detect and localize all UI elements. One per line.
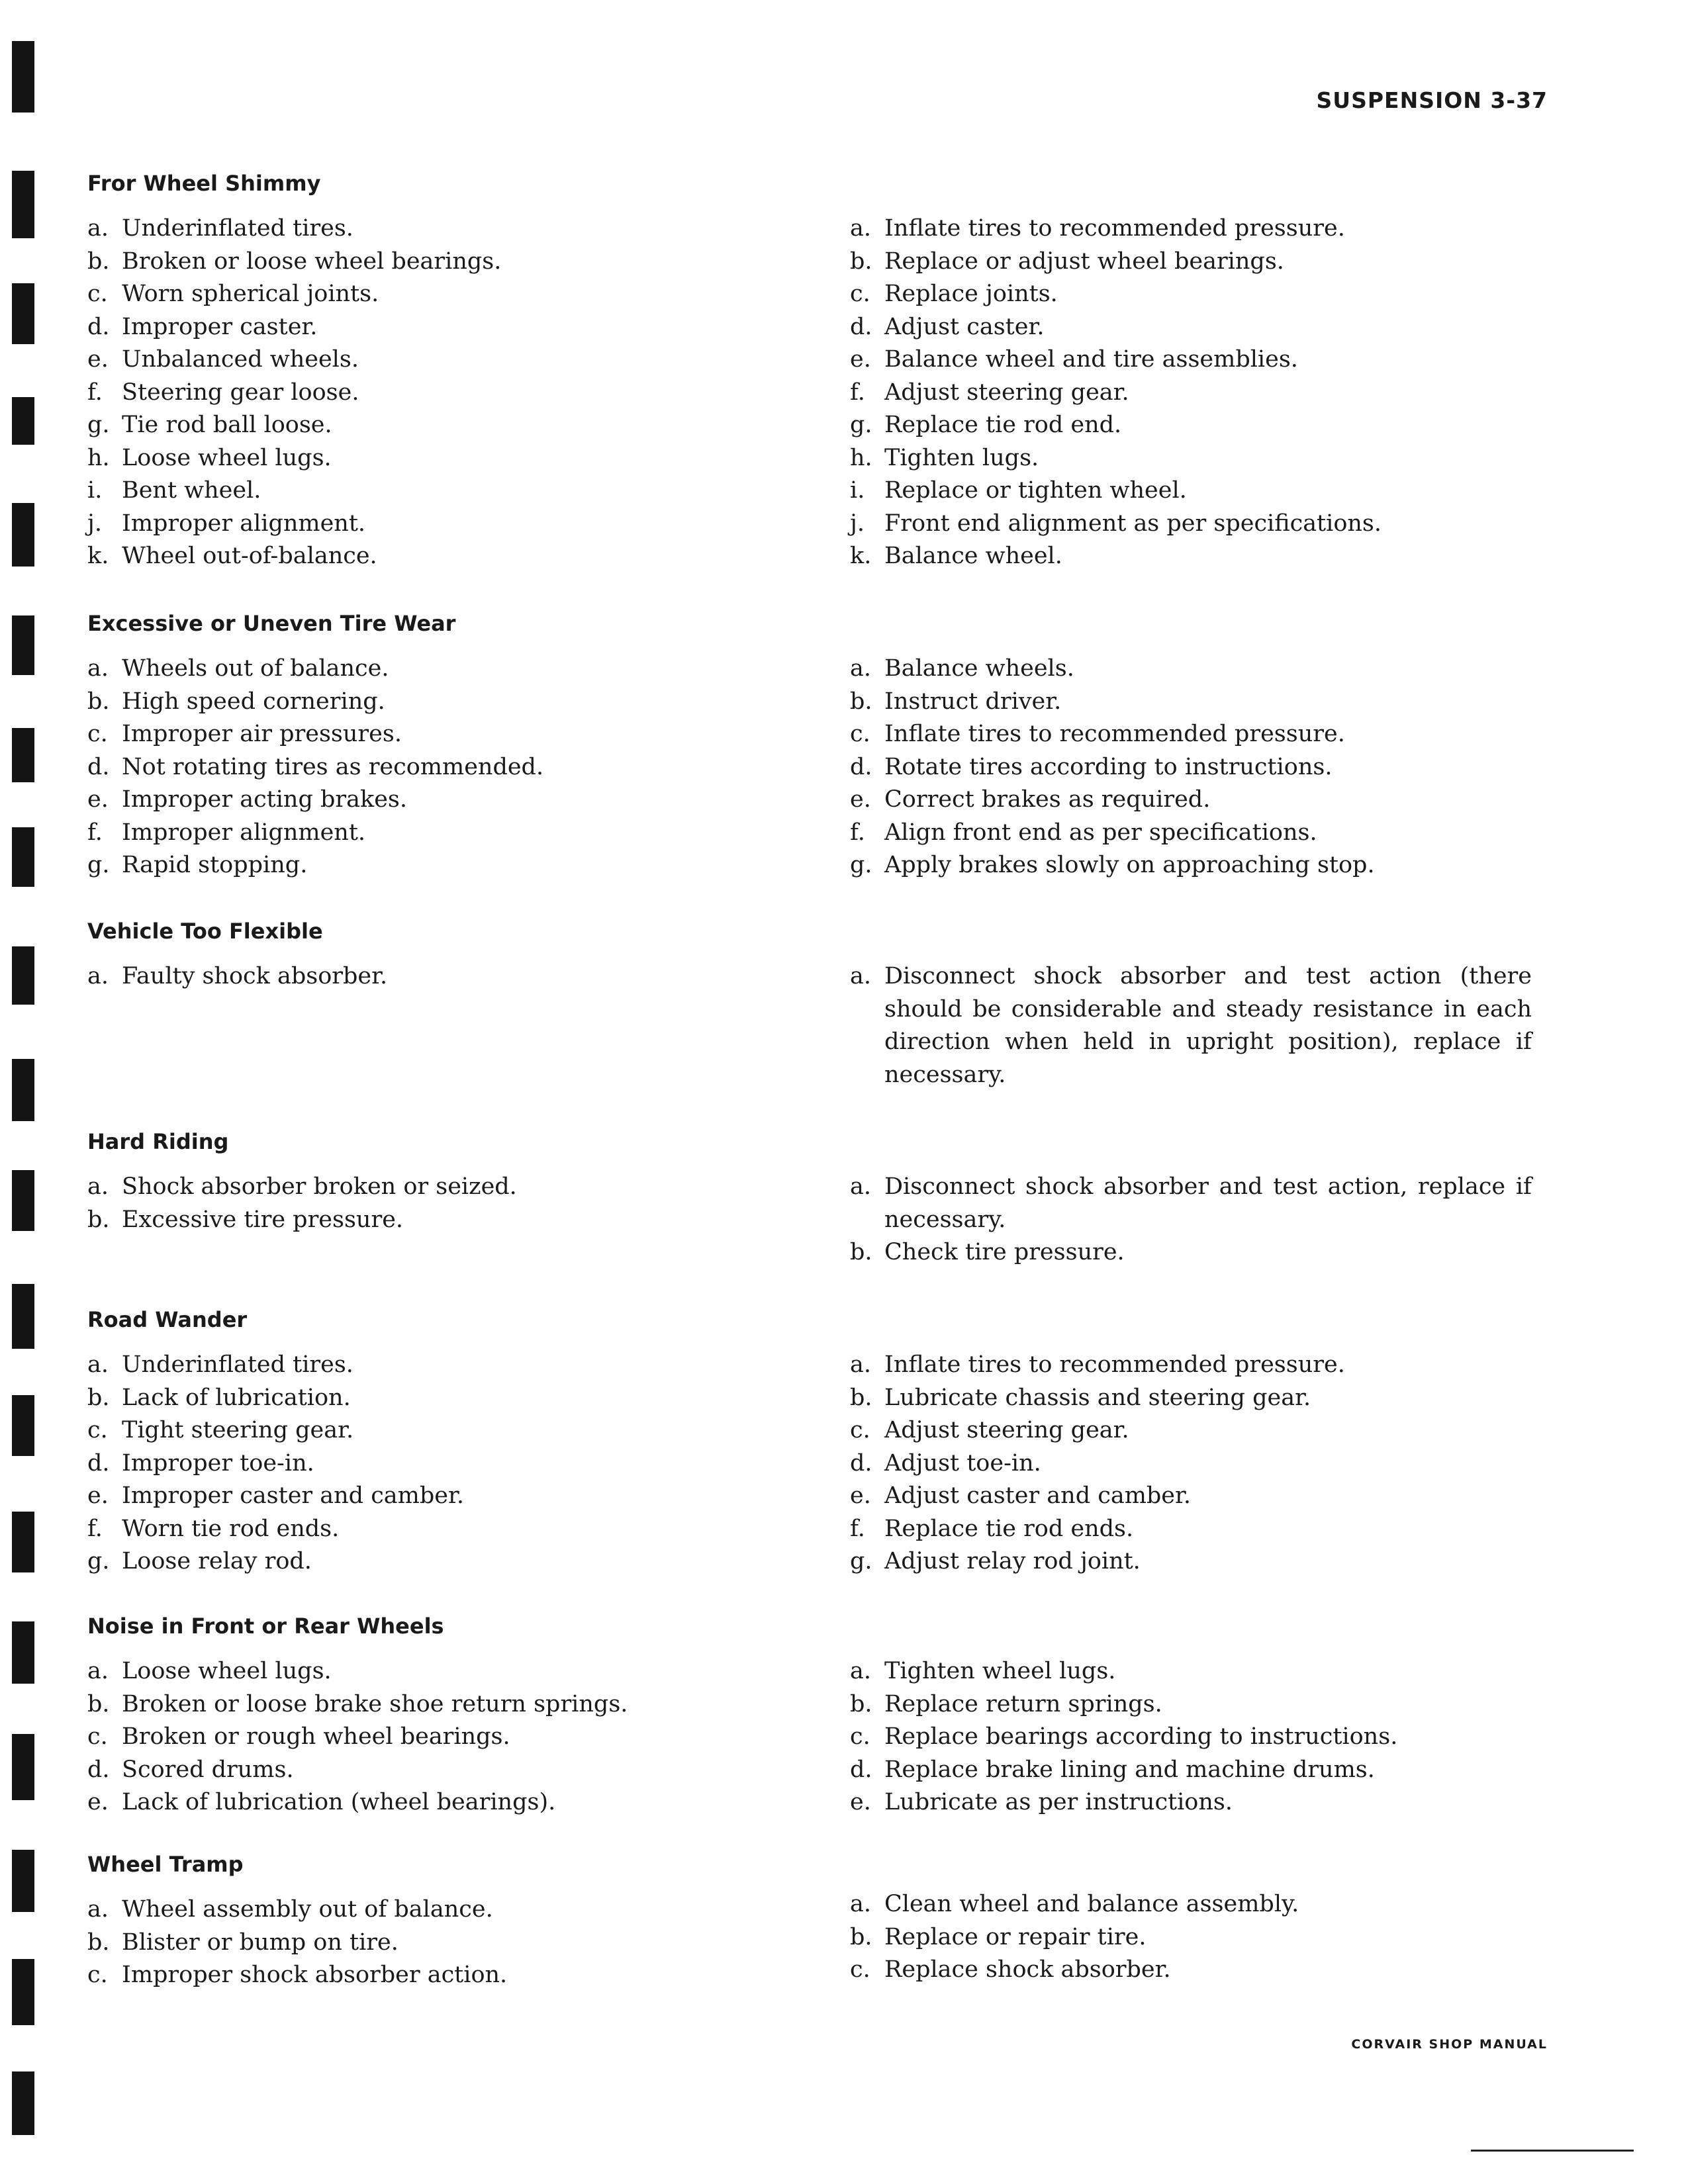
cause-column <box>87 1349 782 1578</box>
correction-item <box>850 1382 1532 1415</box>
item-text: Improper air pressures. <box>122 721 402 747</box>
correction-item <box>850 311 1532 344</box>
item-letter: d. <box>850 313 872 340</box>
item-letter: d. <box>850 1756 872 1783</box>
item-text: Replace bearings according to instructions. <box>884 1723 1398 1750</box>
cause-item <box>87 343 782 377</box>
correction-item <box>850 1888 1532 1921</box>
item-text: Disconnect shock absorber and test action (there should be considerable and steady resistance in each direction when held in upright position), replace if necessary. <box>884 963 1532 1088</box>
item-text: Instruct driver. <box>884 688 1062 715</box>
item-text: Align front end as per specifications. <box>884 819 1317 846</box>
correction-item <box>850 343 1532 377</box>
cause-item <box>87 246 782 279</box>
item-letter: e. <box>850 1482 871 1509</box>
binding-mark <box>12 2071 34 2135</box>
item-text: Tighten wheel lugs. <box>884 1658 1116 1684</box>
section <box>87 1305 1556 1574</box>
section-title: Hard Riding <box>87 1129 229 1154</box>
item-letter: d. <box>87 1449 110 1477</box>
cause-item <box>87 1382 782 1415</box>
page-footer: CORVAIR SHOP MANUAL <box>1351 2037 1548 2052</box>
correction-column <box>850 212 1532 573</box>
cause-item <box>87 1893 782 1927</box>
item-text: Replace shock absorber. <box>884 1956 1171 1983</box>
cause-column <box>87 1171 782 1236</box>
item-letter: b. <box>87 1929 110 1956</box>
item-letter: c. <box>850 1956 870 1983</box>
item-text: Broken or rough wheel bearings. <box>122 1723 510 1750</box>
item-text: Replace brake lining and machine drums. <box>884 1756 1375 1783</box>
correction-column <box>850 1349 1532 1578</box>
section-title: Excessive or Uneven Tire Wear <box>87 611 456 636</box>
item-letter: a. <box>87 215 109 242</box>
item-letter: a. <box>850 963 871 989</box>
item-letter: a. <box>87 1658 109 1684</box>
cause-item <box>87 1204 782 1237</box>
cause-item <box>87 278 782 311</box>
correction-item <box>850 1447 1532 1480</box>
item-letter: f. <box>87 819 103 846</box>
item-letter: d. <box>87 753 110 780</box>
item-text: Improper caster and camber. <box>122 1482 464 1509</box>
cause-item <box>87 1349 782 1382</box>
correction-item <box>850 540 1532 573</box>
cause-item <box>87 1786 782 1819</box>
item-letter: j. <box>87 510 102 537</box>
item-text: Improper caster. <box>122 313 318 340</box>
item-text: Wheels out of balance. <box>122 655 389 682</box>
correction-column <box>850 653 1532 882</box>
binding-mark <box>12 171 34 238</box>
item-text: Replace or adjust wheel bearings. <box>884 248 1284 275</box>
item-text: Improper alignment. <box>122 510 366 537</box>
item-letter: g. <box>850 1548 872 1574</box>
cause-item <box>87 1545 782 1578</box>
item-text: Tighten lugs. <box>884 444 1039 471</box>
correction-item <box>850 1349 1532 1382</box>
item-text: Wheel out-of-balance. <box>122 543 377 569</box>
item-text: Disconnect shock absorber and test action, replace if necessary. <box>884 1173 1532 1233</box>
item-text: Balance wheel. <box>884 543 1062 569</box>
item-letter: a. <box>87 655 109 682</box>
section <box>87 1127 1556 1265</box>
correction-item <box>850 508 1532 541</box>
item-text: High speed cornering. <box>122 688 385 715</box>
correction-item <box>850 1545 1532 1578</box>
item-text: Adjust caster and camber. <box>884 1482 1192 1509</box>
binding-mark <box>12 41 34 113</box>
item-letter: c. <box>87 1417 108 1443</box>
item-text: Bent wheel. <box>122 477 261 504</box>
item-text: Replace joints. <box>884 281 1058 307</box>
item-text: Replace or repair tire. <box>884 1923 1147 1950</box>
cause-item <box>87 686 782 719</box>
correction-item <box>850 849 1532 882</box>
item-text: Adjust caster. <box>884 313 1045 340</box>
item-letter: b. <box>87 1384 110 1411</box>
binding-mark <box>12 946 34 1005</box>
cause-item <box>87 1688 782 1721</box>
correction-item <box>850 1786 1532 1819</box>
item-text: Replace tie rod ends. <box>884 1515 1134 1542</box>
item-letter: k. <box>87 543 109 569</box>
item-letter: a. <box>87 1173 109 1200</box>
correction-item <box>850 653 1532 686</box>
item-letter: d. <box>850 753 872 780</box>
item-letter: g. <box>850 852 872 878</box>
cause-item <box>87 1171 782 1204</box>
item-letter: b. <box>850 1923 872 1950</box>
item-letter: e. <box>87 1482 109 1509</box>
item-text: Not rotating tires as recommended. <box>122 753 544 780</box>
item-text: Correct brakes as required. <box>884 786 1211 813</box>
cause-item <box>87 1513 782 1546</box>
correction-item <box>850 1721 1532 1754</box>
binding-mark <box>12 283 34 344</box>
item-text: Check tire pressure. <box>884 1239 1125 1265</box>
section <box>87 917 1556 1088</box>
cause-item <box>87 849 782 882</box>
item-letter: a. <box>87 1351 109 1378</box>
item-text: Inflate tires to recommended pressure. <box>884 1351 1345 1378</box>
item-text: Adjust steering gear. <box>884 379 1129 406</box>
item-text: Underinflated tires. <box>122 215 353 242</box>
item-letter: e. <box>87 346 109 373</box>
item-letter: f. <box>87 1515 103 1542</box>
item-letter: a. <box>850 1173 871 1200</box>
item-letter: d. <box>87 313 110 340</box>
item-text: Scored drums. <box>122 1756 294 1783</box>
cause-item <box>87 508 782 541</box>
item-letter: c. <box>850 1417 870 1443</box>
item-text: Underinflated tires. <box>122 1351 353 1378</box>
item-text: Lack of lubrication. <box>122 1384 351 1411</box>
section <box>87 169 1556 569</box>
item-letter: c. <box>87 1962 108 1988</box>
item-letter: c. <box>850 1723 870 1750</box>
correction-item <box>850 1688 1532 1721</box>
item-letter: g. <box>850 412 872 438</box>
item-letter: d. <box>87 1756 110 1783</box>
correction-item <box>850 817 1532 850</box>
item-text: Worn spherical joints. <box>122 281 379 307</box>
item-letter: b. <box>850 1239 872 1265</box>
item-text: Apply brakes slowly on approaching stop. <box>884 852 1375 878</box>
item-text: Broken or loose brake shoe return springs. <box>122 1690 628 1717</box>
binding-mark <box>12 615 34 675</box>
correction-item <box>850 718 1532 751</box>
correction-item <box>850 1480 1532 1513</box>
cause-item <box>87 1414 782 1447</box>
item-text: Broken or loose wheel bearings. <box>122 248 502 275</box>
cause-item <box>87 1655 782 1688</box>
item-text: Lubricate as per instructions. <box>884 1789 1233 1815</box>
item-letter: b. <box>87 688 110 715</box>
item-letter: b. <box>87 1206 110 1233</box>
cause-item <box>87 1447 782 1480</box>
correction-item <box>850 686 1532 719</box>
cause-item <box>87 653 782 686</box>
item-letter: e. <box>850 346 871 373</box>
section-title: Fror Wheel Shimmy <box>87 171 321 196</box>
binding-mark <box>12 1512 34 1572</box>
item-letter: i. <box>850 477 865 504</box>
item-text: Adjust toe-in. <box>884 1449 1041 1477</box>
correction-item <box>850 475 1532 508</box>
binding-mark <box>12 503 34 567</box>
item-letter: b. <box>850 1690 872 1717</box>
item-letter: b. <box>850 248 872 275</box>
correction-item <box>850 1754 1532 1787</box>
section <box>87 1612 1556 1815</box>
item-text: Replace return springs. <box>884 1690 1162 1717</box>
correction-item <box>850 751 1532 784</box>
correction-item <box>850 1655 1532 1688</box>
item-text: Loose relay rod. <box>122 1548 312 1574</box>
item-text: Replace or tighten wheel. <box>884 477 1187 504</box>
item-letter: a. <box>850 655 871 682</box>
correction-item <box>850 1954 1532 1987</box>
cause-item <box>87 1721 782 1754</box>
item-text: Balance wheel and tire assemblies. <box>884 346 1298 373</box>
item-letter: g. <box>87 852 110 878</box>
cause-column <box>87 960 782 993</box>
item-text: Adjust relay rod joint. <box>884 1548 1141 1574</box>
item-text: Improper shock absorber action. <box>122 1962 508 1988</box>
item-text: Clean wheel and balance assembly. <box>884 1891 1299 1917</box>
binding-mark <box>12 1734 34 1800</box>
correction-item <box>850 442 1532 475</box>
item-text: Tie rod ball loose. <box>122 412 332 438</box>
item-text: Rotate tires according to instructions. <box>884 753 1333 780</box>
binding-mark <box>12 1284 34 1349</box>
item-text: Steering gear loose. <box>122 379 359 406</box>
cause-column <box>87 212 782 573</box>
item-letter: j. <box>850 510 865 537</box>
item-text: Improper toe-in. <box>122 1449 314 1477</box>
item-letter: e. <box>87 1789 109 1815</box>
item-text: Wheel assembly out of balance. <box>122 1896 493 1923</box>
item-letter: f. <box>850 1515 865 1542</box>
item-letter: a. <box>850 1891 871 1917</box>
correction-column <box>850 1171 1532 1269</box>
item-letter: k. <box>850 543 872 569</box>
item-text: Inflate tires to recommended pressure. <box>884 215 1345 242</box>
binding-mark <box>12 1170 34 1231</box>
binding-mark <box>12 1059 34 1121</box>
cause-item <box>87 1959 782 1992</box>
correction-item <box>850 1414 1532 1447</box>
page-header: SUSPENSION 3-37 <box>1316 87 1548 113</box>
item-letter: h. <box>87 444 110 471</box>
item-letter: g. <box>87 412 110 438</box>
correction-item <box>850 1921 1532 1954</box>
cause-item <box>87 1480 782 1513</box>
binding-mark <box>12 728 34 782</box>
cause-column <box>87 1655 782 1819</box>
cause-item <box>87 377 782 410</box>
cause-item <box>87 751 782 784</box>
cause-item <box>87 817 782 850</box>
item-letter: c. <box>87 1723 108 1750</box>
item-letter: c. <box>87 281 108 307</box>
cause-item <box>87 409 782 442</box>
cause-item <box>87 1927 782 1960</box>
item-text: Front end alignment as per specifications. <box>884 510 1382 537</box>
item-letter: d. <box>850 1449 872 1477</box>
item-letter: b. <box>850 688 872 715</box>
item-text: Worn tie rod ends. <box>122 1515 340 1542</box>
correction-item <box>850 960 1532 1091</box>
correction-item <box>850 1171 1532 1236</box>
cause-item <box>87 475 782 508</box>
item-text: Blister or bump on tire. <box>122 1929 399 1956</box>
item-text: Lack of lubrication (wheel bearings). <box>122 1789 556 1815</box>
correction-item <box>850 278 1532 311</box>
item-letter: b. <box>87 248 110 275</box>
item-text: Loose wheel lugs. <box>122 1658 332 1684</box>
item-letter: c. <box>850 721 870 747</box>
item-letter: a. <box>87 1896 109 1923</box>
item-letter: a. <box>850 1658 871 1684</box>
section-title: Wheel Tramp <box>87 1852 244 1877</box>
section-title: Road Wander <box>87 1307 248 1332</box>
item-text: Improper acting brakes. <box>122 786 408 813</box>
item-text: Unbalanced wheels. <box>122 346 359 373</box>
binding-mark <box>12 397 34 445</box>
item-letter: h. <box>850 444 872 471</box>
correction-column <box>850 1888 1532 1987</box>
binding-mark <box>12 827 34 887</box>
correction-item <box>850 1513 1532 1546</box>
cause-column <box>87 653 782 882</box>
cause-item <box>87 718 782 751</box>
item-text: Loose wheel lugs. <box>122 444 332 471</box>
item-letter: e. <box>850 786 871 813</box>
binding-mark <box>12 1850 34 1912</box>
binding-mark <box>12 1959 34 2025</box>
item-letter: i. <box>87 477 103 504</box>
cause-item <box>87 212 782 246</box>
item-letter: c. <box>850 281 870 307</box>
item-letter: b. <box>850 1384 872 1411</box>
cause-item <box>87 540 782 573</box>
section-title: Noise in Front or Rear Wheels <box>87 1614 444 1639</box>
item-text: Tight steering gear. <box>122 1417 354 1443</box>
cause-item <box>87 1754 782 1787</box>
item-letter: c. <box>87 721 108 747</box>
item-letter: g. <box>87 1548 110 1574</box>
correction-item <box>850 784 1532 817</box>
item-text: Rapid stopping. <box>122 852 308 878</box>
cause-item <box>87 784 782 817</box>
cause-item <box>87 311 782 344</box>
item-text: Inflate tires to recommended pressure. <box>884 721 1345 747</box>
item-letter: a. <box>850 215 871 242</box>
cause-column <box>87 1893 782 1992</box>
item-text: Excessive tire pressure. <box>122 1206 404 1233</box>
item-text: Lubricate chassis and steering gear. <box>884 1384 1311 1411</box>
section-title: Vehicle Too Flexible <box>87 919 323 944</box>
correction-item <box>850 409 1532 442</box>
item-letter: a. <box>87 963 109 989</box>
item-text: Adjust steering gear. <box>884 1417 1129 1443</box>
correction-item <box>850 377 1532 410</box>
item-text: Balance wheels. <box>884 655 1074 682</box>
binding-mark <box>12 1395 34 1456</box>
correction-item <box>850 246 1532 279</box>
correction-item <box>850 1236 1532 1269</box>
correction-item <box>850 212 1532 246</box>
item-text: Faulty shock absorber. <box>122 963 388 989</box>
item-letter: e. <box>87 786 109 813</box>
binding-mark <box>12 1621 34 1684</box>
corner-rule <box>1471 2150 1634 2152</box>
item-letter: e. <box>850 1789 871 1815</box>
item-text: Replace tie rod end. <box>884 412 1122 438</box>
section <box>87 609 1556 878</box>
item-text: Shock absorber broken or seized. <box>122 1173 517 1200</box>
item-text: Improper alignment. <box>122 819 366 846</box>
cause-item <box>87 442 782 475</box>
cause-item <box>87 960 782 993</box>
item-letter: f. <box>850 819 865 846</box>
item-letter: a. <box>850 1351 871 1378</box>
item-letter: b. <box>87 1690 110 1717</box>
item-letter: f. <box>850 379 865 406</box>
correction-column <box>850 960 1532 1091</box>
item-letter: f. <box>87 379 103 406</box>
section <box>87 1850 1556 1988</box>
correction-column <box>850 1655 1532 1819</box>
